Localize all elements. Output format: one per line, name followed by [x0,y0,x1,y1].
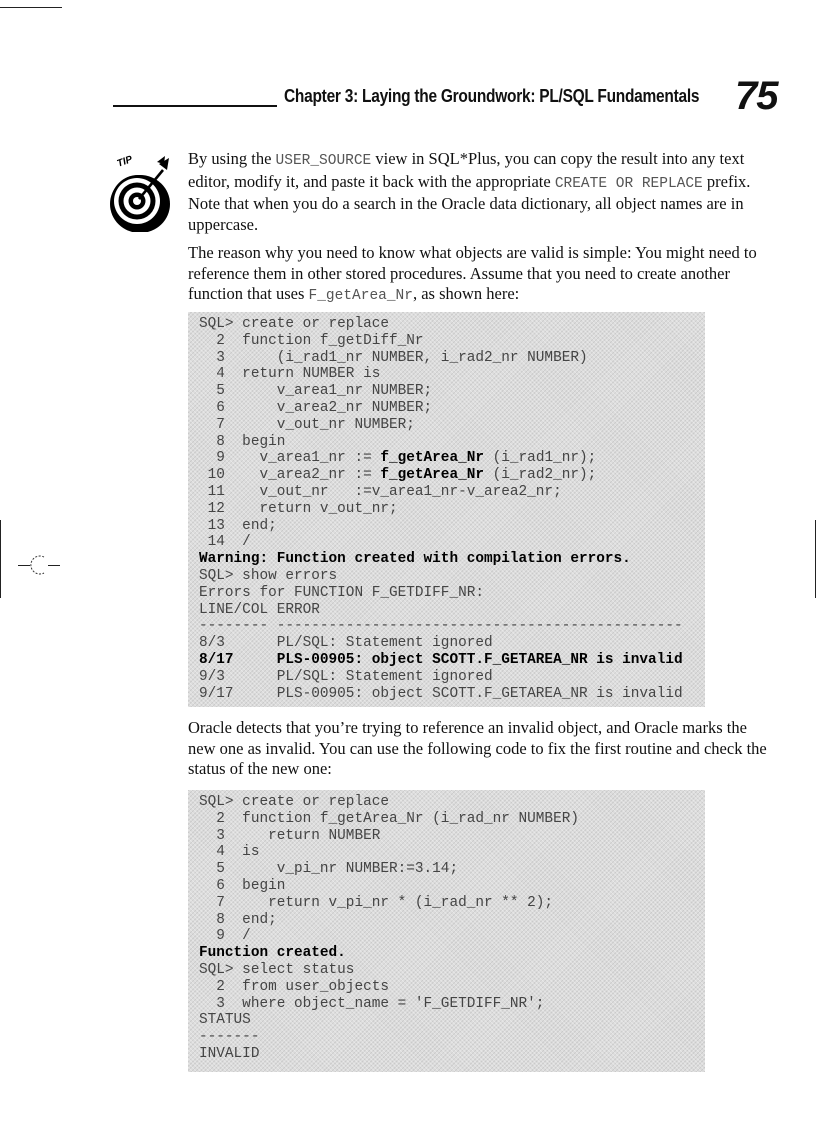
code-line: 5 v_pi_nr NUMBER:=3.14; [199,861,459,878]
code-line: 6 begin [199,877,286,894]
code-line: 9 / [199,928,251,945]
bold-function-call: f_getArea_Nr [380,467,484,484]
code-line: SQL> create or replace [199,316,389,332]
tip-paragraph: By using the USER_SOURCE view in SQL*Plus, you can copy the result into any text editor, modify it, and paste it back with the appropriate CREATE OR REPLACE prefix. Note that when you do a search in the Oracle data dictionary, all object names are in uppercase. [188,149,751,234]
header-rule [113,105,277,107]
code-line: INVALID [199,1045,260,1062]
code-line: ------- [199,1029,260,1046]
code-line: SQL> select status [199,961,355,978]
running-head: Chapter 3: Laying the Groundwork: PL/SQL Fundamentals [284,86,700,106]
code-line: 4 is [199,844,260,861]
code-line: 10 v_area2_nr := f_getArea_Nr (i_rad2_nr); [199,467,597,484]
code-line: 8/3 PL/SQL: Statement ignored [199,635,493,652]
code-line: 3 where object_name = 'F_GETDIFF_NR'; [199,995,545,1012]
code-line: 2 function f_getArea_Nr (i_rad_nr NUMBER) [199,810,579,827]
code-line: 3 return NUMBER [199,827,381,844]
code-line: 9/17 PLS-00905: object SCOTT.F_GETAREA_NR is invalid [199,685,683,702]
registration-mark-icon [28,553,50,577]
crop-mark [0,520,1,598]
code-line: Errors for FUNCTION F_GETDIFF_NR: [199,584,484,601]
crop-mark [0,7,62,8]
code-line: 7 return v_pi_nr * (i_rad_nr ** 2); [199,894,554,911]
code-line: 8 begin [199,433,286,450]
inline-code: USER_SOURCE [275,153,372,169]
code-line: 9 v_area1_nr := f_getArea_Nr (i_rad1_nr); [199,450,597,467]
inline-code: CREATE OR REPLACE [554,175,703,192]
code-line: 2 from user_objects [199,978,389,995]
bold-function-call: f_getArea_Nr [380,450,484,467]
page-number: 75 [735,74,778,118]
tip-label: TIP [115,154,135,170]
code-line: 13 end; [199,517,277,534]
code-line-error: 8/17 PLS-00905: object SCOTT.F_GETAREA_NR is invalid [199,651,683,668]
code-line: -------- ----------------------------------------------- [199,618,683,635]
body-paragraph: The reason why you need to know what objects are valid is simple: You might need to reference them in other stored procedures. Assume that you need to create another function that uses F_getArea_Nr, as shown here: [188,243,757,304]
code-line: 6 v_area2_nr NUMBER; [199,399,433,416]
code-line: 3 (i_rad1_nr NUMBER, i_rad2_nr NUMBER) [199,349,588,366]
code-line: LINE/COL ERROR [199,601,320,618]
inline-code: F_getArea_Nr [308,288,413,304]
code-line: 5 v_area1_nr NUMBER; [199,383,433,400]
code-line: 8 end; [199,911,277,928]
code-listing-1 [188,312,705,707]
code-line: SQL> show errors [199,567,338,584]
code-line: 14 / [199,534,251,551]
code-line: 12 return v_out_nr; [199,500,398,517]
body-paragraph: Oracle detects that you’re trying to reference an invalid object, and Oracle marks the new one as invalid. You can use the following code to fix the first routine and check the status of the new one: [188,718,767,778]
code-line: 2 function f_getDiff_Nr [199,332,424,349]
code-line: 9/3 PL/SQL: Statement ignored [199,668,493,685]
code-line-success: Function created. [199,945,346,962]
code-listing-2 [188,790,705,1072]
code-line: 7 v_out_nr NUMBER; [199,416,415,433]
code-line: STATUS [199,1012,251,1029]
code-line-warning: Warning: Function created with compilation errors. [199,551,631,568]
code-line: 4 return NUMBER is [199,366,381,383]
code-line: SQL> create or replace [199,794,389,810]
tip-target-icon [107,150,171,232]
code-line: 11 v_out_nr :=v_area1_nr-v_area2_nr; [199,483,562,500]
